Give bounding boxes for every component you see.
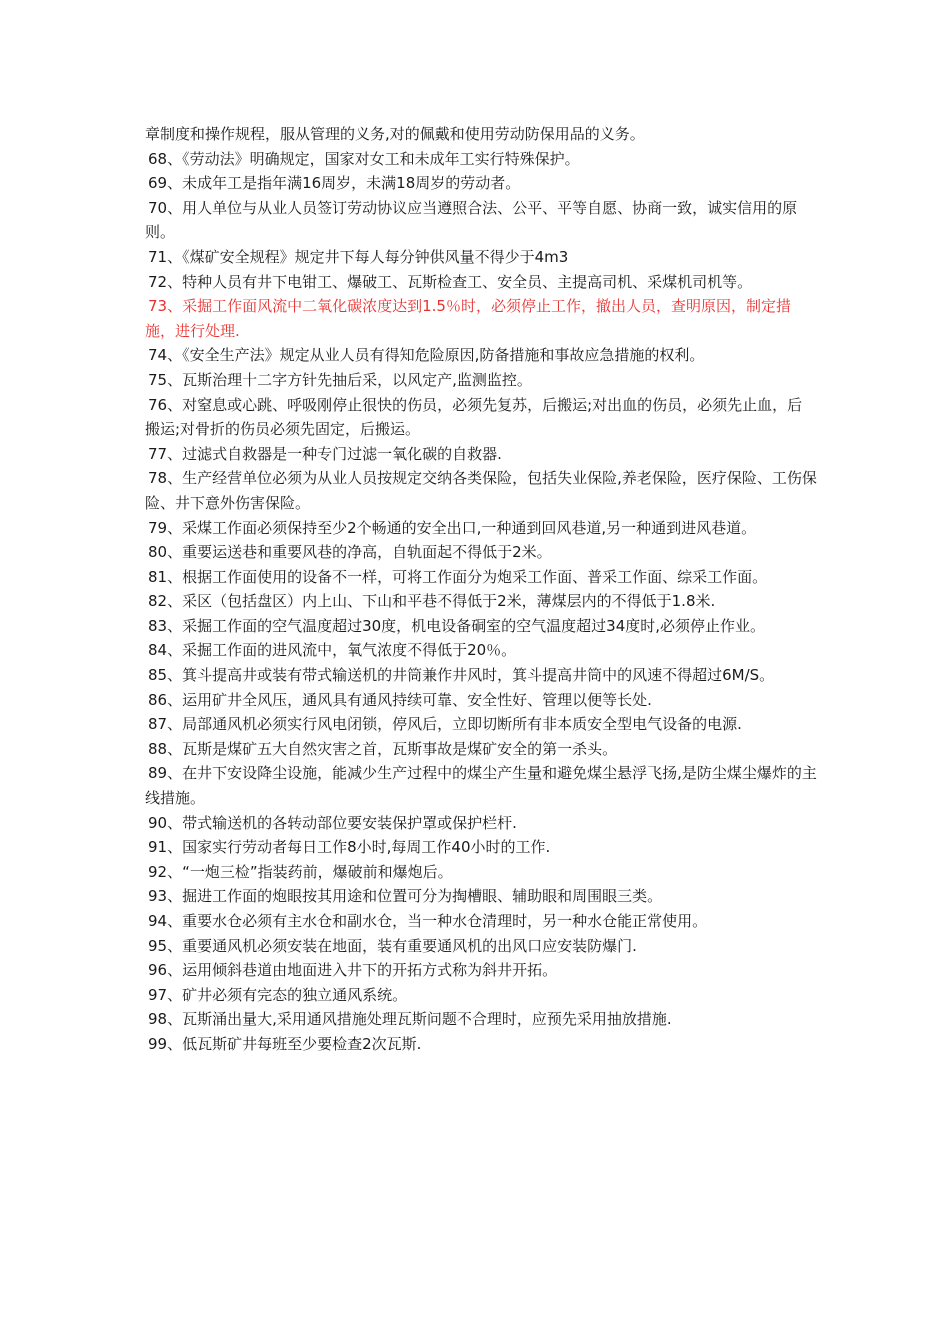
paragraph: 96、运用倾斜巷道由地面进入井下的开拓方式称为斜井开拓。 (148, 961, 558, 980)
paragraph: 99、低瓦斯矿井每班至少要检查2次瓦斯. (148, 1034, 422, 1053)
paragraph: 88、瓦斯是煤矿五大自然灾害之首，瓦斯事故是煤矿安全的第一杀头。 (148, 739, 618, 758)
paragraph: 87、局部通风机必须实行风电闭锁，停风后，立即切断所有非本质安全型电气设备的电源. (148, 715, 742, 734)
paragraph: 86、运用矿井全风压，通风具有通风持续可靠、安全性好、管理以便等长处. (148, 690, 652, 709)
paragraph: 81、根据工作面使用的设备不一样，可将工作面分为炮采工作面、普采工作面、综采工作面。 (148, 567, 768, 586)
paragraph: 84、采掘工作面的进风流中，氧气浓度不得低于20％。 (148, 641, 517, 660)
paragraph: 95、重要通风机必须安装在地面，装有重要通风机的出风口应安装防爆门. (148, 936, 637, 955)
paragraph: 75、瓦斯治理十二字方针先抽后采，以风定产,监测监控。 (148, 370, 532, 389)
paragraph: 71、《煤矿安全规程》规定井下每人每分钟供风量不得少于4m3 (148, 247, 569, 266)
paragraph: 69、未成年工是指年满16周岁，未满18周岁的劳动者。 (148, 174, 521, 193)
paragraph: 83、采掘工作面的空气温度超过30度，机电设备硐室的空气温度超过34度时,必须停止作业。 (148, 616, 766, 635)
paragraph: 79、采煤工作面必须保持至少2个畅通的安全出口,一种通到回风巷道,另一种通到进风巷道。 (148, 518, 757, 537)
paragraph: 78、生产经营单位必须为从业人员按规定交纳各类保险，包括失业保险,养老保险，医疗保险、工伤保险、井下意外伤害保险。 (145, 469, 817, 512)
paragraph: 72、特种人员有井下电钳工、爆破工、瓦斯检查工、安全员、主提高司机、采煤机司机等。 (148, 272, 753, 291)
paragraph: 70、用人单位与从业人员签订劳动协议应当遵照合法、公平、平等自愿、协商一致，诚实信用的原则。 (145, 198, 798, 242)
paragraph: 89、在井下安设降尘设施，能减少生产过程中的煤尘产生量和避免煤尘悬浮飞扬,是防尘煤尘爆炸的主线措施。 (145, 764, 817, 808)
paragraph: 98、瓦斯涌出量大,采用通风措施处理瓦斯问题不合理时，应预先采用抽放措施. (148, 1010, 672, 1029)
paragraph: 91、国家实行劳动者每日工作8小时,每周工作40小时的工作. (148, 838, 551, 857)
paragraph: 68、《劳动法》明确规定，国家对女工和未成年工实行特殊保护。 (148, 149, 580, 168)
paragraph: 80、重要运送巷和重要风巷的净高，自轨面起不得低于2米。 (148, 543, 552, 562)
paragraph: 93、掘进工作面的炮眼按其用途和位置可分为掏槽眼、辅助眼和周围眼三类。 (148, 887, 663, 906)
paragraph: 77、过滤式自救器是一种专门过滤一氧化碳的自救器. (148, 444, 502, 463)
paragraph: 85、箕斗提高井或装有带式输送机的井筒兼作井风时，箕斗提高井筒中的风速不得超过6M/S。 (148, 666, 775, 685)
paragraph: 章制度和操作规程，服从管理的义务,对的佩戴和使用劳动防保用品的义务。 (145, 125, 645, 143)
paragraph: 94、重要水仓必须有主水仓和副水仓，当一种水仓清理时，另一种水仓能正常使用。 (148, 912, 708, 930)
highlighted-paragraph: 73、采掘工作面风流中二氧化碳浓度达到1.5％时，必须停止工作，撤出人员，查明原因，制定措施，进行处理. (145, 297, 791, 340)
paragraph: 90、带式输送机的各转动部位要安装保护罩或保护栏杆. (148, 813, 517, 832)
paragraph: 76、对窒息或心跳、呼吸刚停止很快的伤员，必须先复苏，后搬运;对出血的伤员，必须先止血，后搬运;对骨折的伤员必须先固定，后搬运。 (145, 395, 803, 439)
paragraph: 92、“一炮三检”指装药前，爆破前和爆炮后。 (148, 862, 453, 881)
document-body (145, 122, 817, 1057)
paragraph: 97、矿井必须有完态的独立通风系统。 (148, 985, 408, 1004)
paragraph: 82、采区（包括盘区）内上山、下山和平巷不得低于2米，薄煤层内的不得低于1.8米. (148, 592, 716, 611)
paragraph: 74、《安全生产法》规定从业人员有得知危险原因,防备措施和事故应急措施的权利。 (148, 346, 705, 365)
